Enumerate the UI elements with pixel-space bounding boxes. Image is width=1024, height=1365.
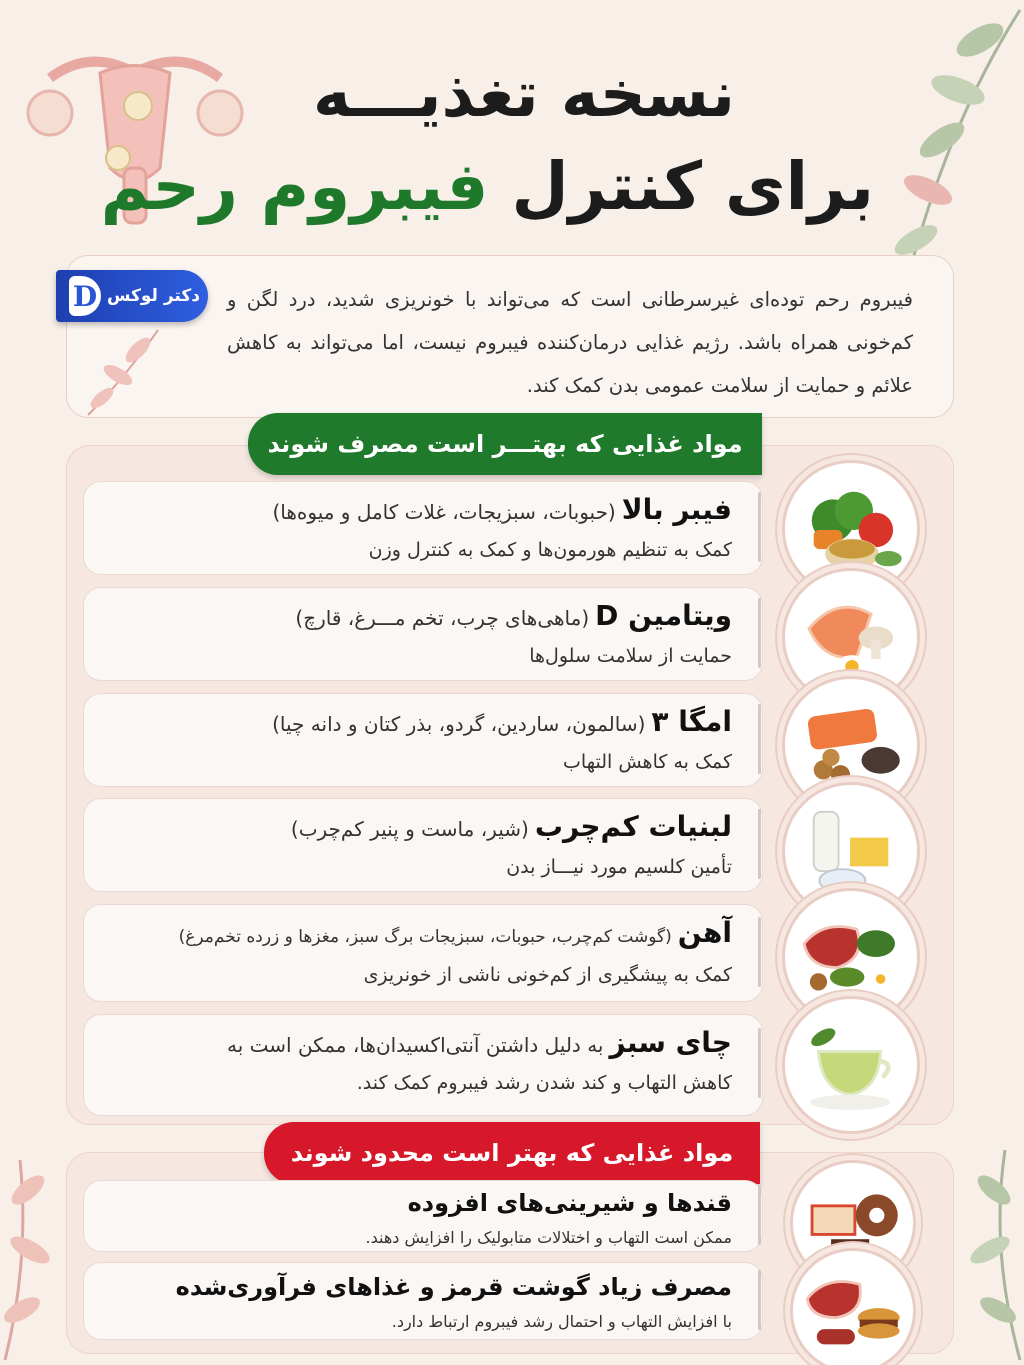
divider bbox=[758, 598, 761, 668]
food-item-sugar bbox=[83, 1180, 763, 1252]
food-item-iron bbox=[83, 904, 763, 1002]
flower-sprig-icon bbox=[78, 320, 168, 420]
divider bbox=[758, 917, 761, 987]
food-item-omega3 bbox=[83, 693, 763, 787]
food-detail: (ماهی‌های چرب، تخم مـــرغ، قارچ) bbox=[295, 606, 590, 630]
intro-text: فیبروم رحم توده‌ای غیرسرطانی است که می‌تواند با خونریزی شدید، درد لگن و کم‌خونی همراه باشد. رژیم غذایی درمان‌کننده فیبروم نیست، اما می‌تواند به کاهش علائم و حمایت از سلامت عمومی بدن کمک کند. bbox=[227, 288, 913, 397]
food-desc: با افزایش التهاب و احتمال رشد فیبروم ارتباط دارد. bbox=[391, 1312, 732, 1331]
food-desc: کاهش التهاب و کند شدن رشد فیبروم کمک کند. bbox=[356, 1072, 732, 1094]
brand-logo bbox=[56, 270, 208, 322]
page-title-line2 bbox=[100, 148, 874, 225]
processed-meat-icon bbox=[790, 1248, 916, 1365]
divider bbox=[758, 704, 761, 774]
food-name: لبنیات کم‌چرب bbox=[534, 810, 732, 843]
recommended-foods-banner: مواد غذایی که بهتـــر است مصرف شوند bbox=[248, 413, 762, 475]
brand-name: دکتر لوکس bbox=[106, 286, 200, 306]
food-detail: (شیر، ماست و پنیر کم‌چرب) bbox=[290, 817, 529, 841]
food-detail: (حبوبات، سبزیجات، غلات کامل و میوه‌ها) bbox=[272, 500, 616, 524]
food-desc: کمک به پیشگیری از کم‌خونی ناشی از خونریزی bbox=[363, 964, 732, 986]
food-name: ویتامین D bbox=[595, 599, 732, 632]
food-name: قندها و شیرینی‌های افزوده bbox=[407, 1189, 732, 1217]
food-desc: ممکن است التهاب و اختلالات متابولیک را افزایش دهند. bbox=[365, 1228, 732, 1247]
food-desc: حمایت از سلامت سلول‌ها bbox=[529, 645, 732, 667]
food-item-vitamin-d bbox=[83, 587, 763, 681]
leaf-branch-icon bbox=[850, 0, 1024, 280]
food-item-green-tea bbox=[83, 1014, 763, 1116]
food-name: فیبر بالا bbox=[621, 493, 732, 526]
divider bbox=[758, 492, 761, 562]
food-item-fiber bbox=[83, 481, 763, 575]
divider bbox=[758, 1185, 761, 1245]
food-desc: تأمین کلسیم مورد نیـــاز بدن bbox=[506, 856, 732, 878]
food-item-red-meat bbox=[83, 1262, 763, 1340]
food-name: مصرف زیاد گوشت قرمز و غذاهای فرآوری‌شده bbox=[175, 1273, 732, 1301]
title-highlight-green: فیبروم رحم bbox=[100, 148, 489, 225]
divider bbox=[758, 1028, 761, 1098]
food-detail: (سالمون، ساردین، گردو، بذر کتان و دانه چیا) bbox=[272, 712, 646, 736]
brand-letter: D bbox=[69, 276, 101, 316]
green-tea-icon bbox=[782, 996, 920, 1134]
leaf-branch-icon bbox=[0, 1150, 70, 1365]
leaf-branch-icon bbox=[950, 1140, 1024, 1365]
food-name: آهن bbox=[677, 916, 732, 949]
divider bbox=[758, 809, 761, 879]
page-title-line1: نسخه تغذیـــه bbox=[313, 58, 735, 132]
food-item-dairy bbox=[83, 798, 763, 892]
title-highlight-dark: برای کنترل bbox=[511, 148, 874, 225]
limit-foods-banner: مواد غذایی که بهتر است محدود شوند bbox=[264, 1122, 760, 1184]
food-desc: کمک به تنظیم هورمون‌ها و کمک به کنترل وزن bbox=[368, 539, 732, 561]
food-name: چای سبز bbox=[609, 1026, 732, 1059]
divider bbox=[758, 1270, 761, 1330]
food-desc: کمک به کاهش التهاب bbox=[563, 751, 732, 773]
food-detail: به دلیل داشتن آنتی‌اکسیدان‌ها، ممکن است به bbox=[226, 1033, 604, 1057]
food-detail: (گوشت کم‌چرب، حبوبات، سبزیجات برگ سبز، مغزها و زرده تخم‌مرغ) bbox=[178, 927, 672, 947]
food-name: امگا ۳ bbox=[651, 705, 732, 738]
